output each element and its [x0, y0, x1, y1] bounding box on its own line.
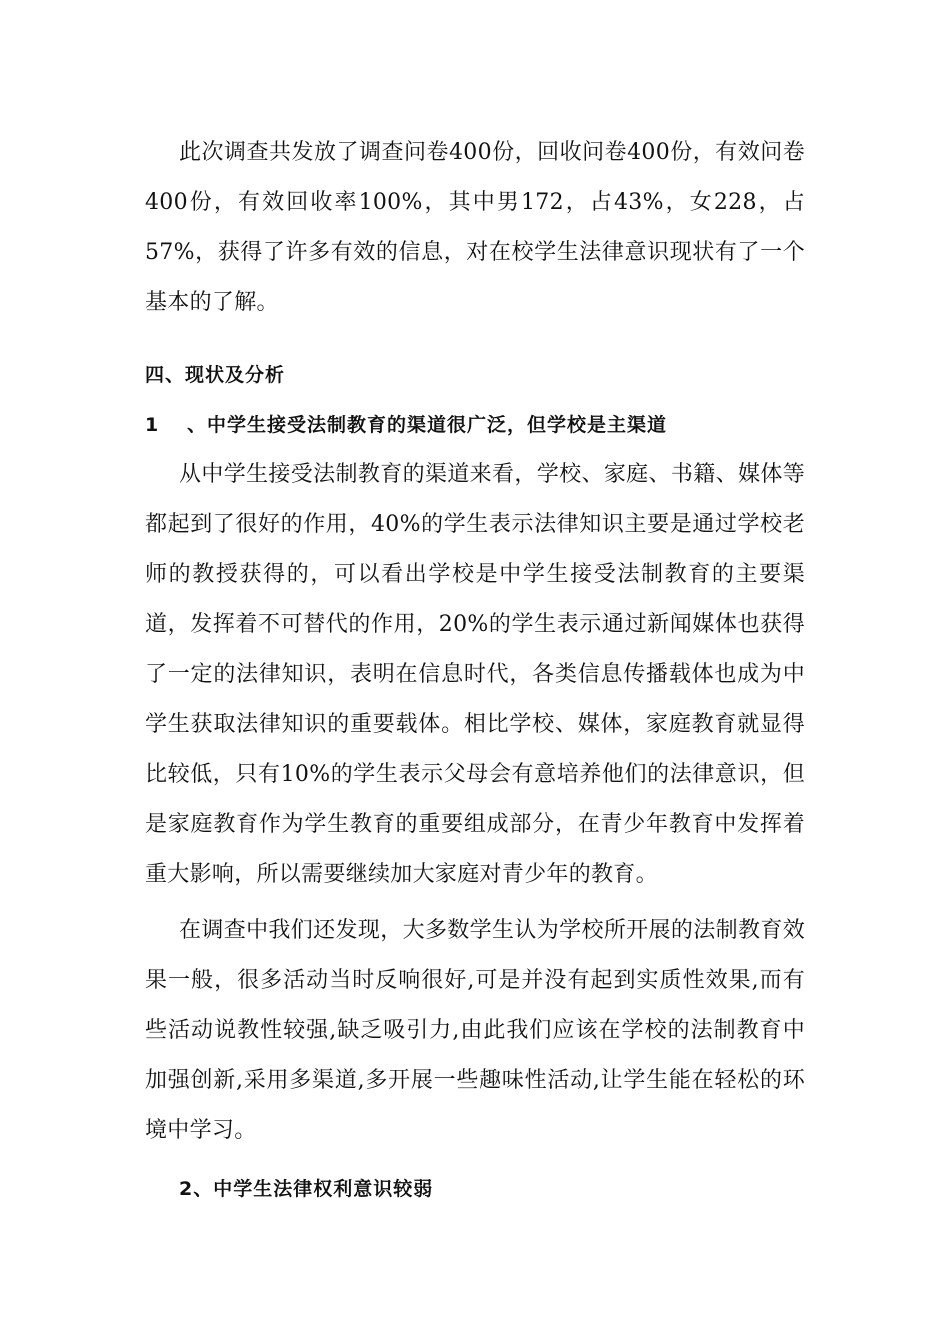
- subheading-1: [145, 400, 805, 450]
- paragraph-survey-findings: 在调查中我们还发现，大多数学生认为学校所开展的法制教育效果一般，很多活动当时反响很好,可是并没有起到实质性效果,而有些活动说教性较强,缺乏吸引力,由此我们应该在学校的法制教育中加强创新,采用多渠道,多开展一些趣味性活动,让学生能在轻松的环境中学习。: [145, 918, 805, 1143]
- subheading-1-text: 、中学生接受法制教育的渠道很广泛，但学校是主渠道: [187, 414, 668, 436]
- paragraph-education-channels: 从中学生接受法制教育的渠道来看，学校、家庭、书籍、媒体等都起到了很好的作用，40%的学生表示法律知识主要是通过学校老师的教授获得的，可以看出学校是中学生接受法制教育的主要渠道，发挥着不可替代的作用，20%的学生表示通过新闻媒体也获得了一定的法律知识，表明在信息时代，各类信息传播载体也成为中学生获取法律知识的重要载体。相比学校、媒体，家庭教育就显得比较低，只有10%的学生表示父母会有意培养他们的法律意识，但是家庭教育作为学生教育的重要组成部分，在青少年教育中发挥着重大影响，所以需要继续加大家庭对青少年的教育。: [145, 462, 805, 887]
- document-page: [145, 128, 805, 1214]
- section-heading-status-analysis: 四、现状及分析: [145, 364, 286, 386]
- subheading-1-number: 1: [145, 414, 160, 436]
- paragraph-survey-results: 此次调查共发放了调查问卷400份，回收问卷400份，有效问卷400份，有效回收率100%，其中男172，占43%，女228，占57%，获得了许多有效的信息，对在校学生法律意识现状有了一个基本的了解。: [145, 140, 805, 315]
- subheading-2: 2、中学生法律权利意识较弱: [179, 1178, 434, 1200]
